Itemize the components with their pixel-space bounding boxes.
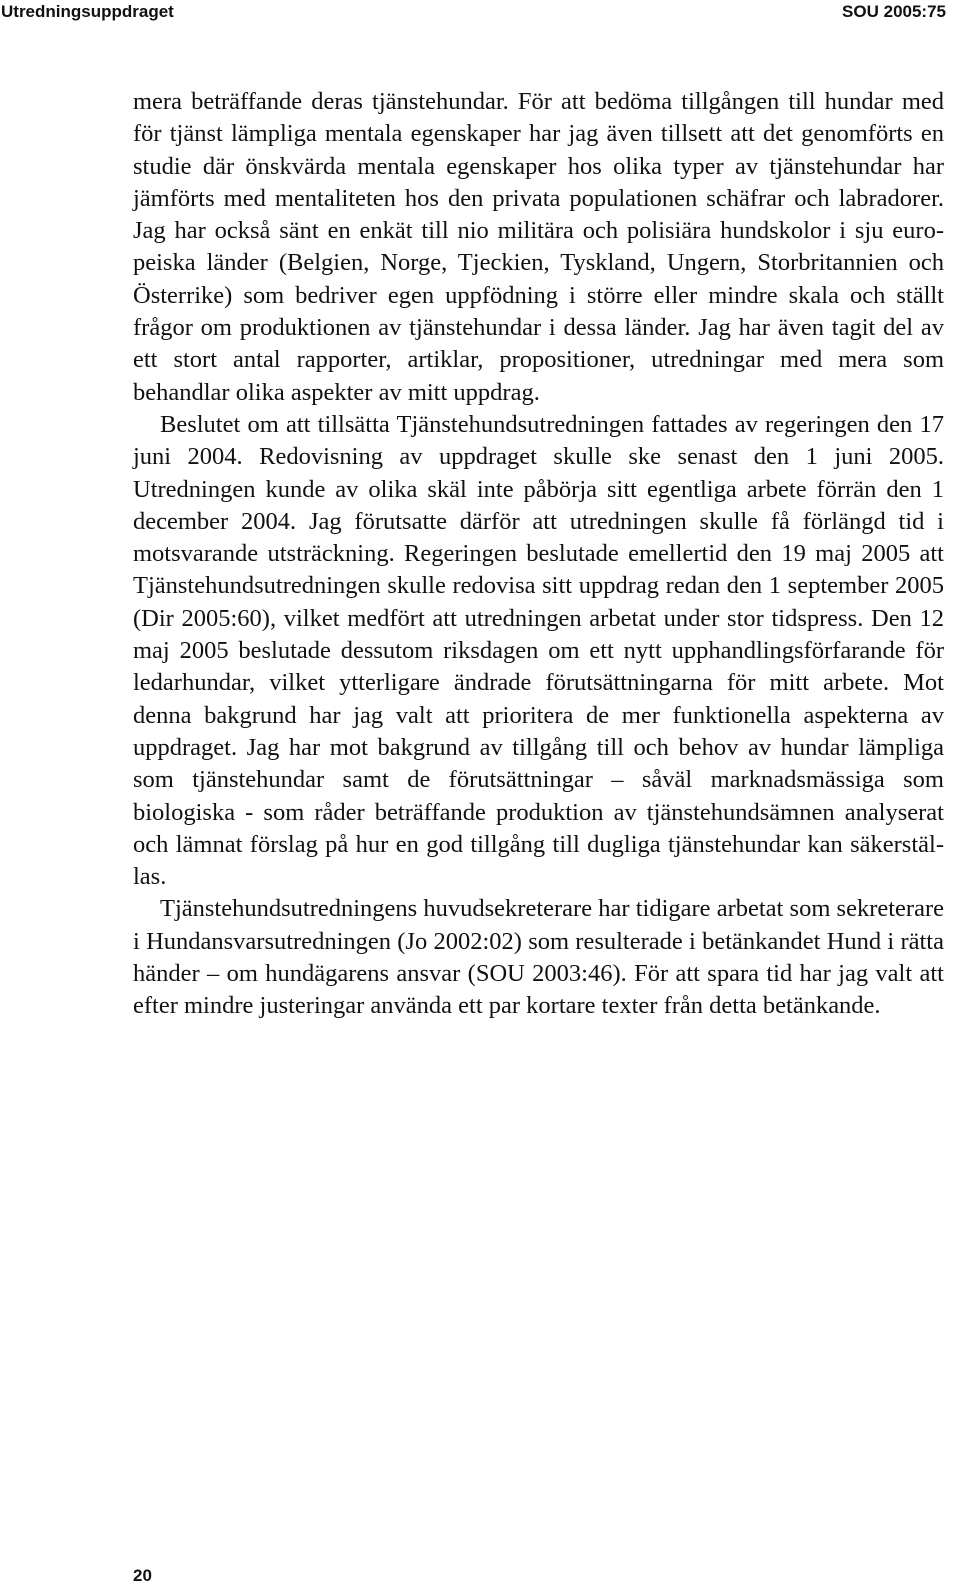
document-reference: SOU 2005:75 — [842, 2, 946, 21]
paragraph-continued: mera beträffande deras tjänstehundar. För att bedöma tillgången till hundar med för tjänst lämpliga mentala egenskaper har jag även tillsett att det genomförts en studie där önskvärda mentala egenskaper hos olika typer av tjänstehundar har jämförts med mentaliteten hos den privata populationen schäfrar och labradorer. Jag har också sänt en enkät till nio militära och polisiära hundskolor i sju europeiska länder (Belgien, Norge, Tjeckien, Tyskland, Ungern, Storbritannien och Österrike) som bedriver egen uppfödning i större eller mindre skala och ställt frågor om produktionen av tjänstehundar i dessa länder. Jag har även tagit del av ett stort antal rapporter, artiklar, propositioner, utredningar med mera som behandlar olika aspekter av mitt uppdrag. — [133, 88, 944, 406]
body-text — [133, 86, 944, 1023]
chapter-title: Utredningsuppdraget — [1, 2, 174, 21]
running-header — [0, 0, 960, 26]
paragraph-decision: Beslutet om att tillsätta Tjänstehundsutredningen fattades av regeringen den 17 juni 2004. Redovisning av uppdraget skulle ske senast den 1 juni 2005. Utredningen kunde av olika skäl inte påbörja sitt egentliga arbete förrän den 1 december 2004. Jag förutsatte därför att utredningen skulle få förlängd tid i motsvarande utsträckning. Regeringen beslutade emellertid den 19 maj 2005 att Tjänstehundsutredningen skulle redovisa sitt uppdrag redan den 1 september 2005 (Dir 2005:60), vilket medfört att utredningen arbetat under stor tidspress. Den 12 maj 2005 beslutade dessutom riksdagen om ett nytt upphandlingsförfarande för ledarhundar, vilket ytterligare ändrade förutsättningarna för mitt arbete. Mot denna bakgrund har jag valt att prioritera de mer funktionella aspekterna av uppdraget. Jag har mot bakgrund av tillgång till och behov av hundar lämpliga som tjänstehundar samt de förutsättningar – såväl marknadsmässiga som biologiska - som råder beträffande produktion av tjänstehundsämnen analyserat och lämnat förslag på hur en god tillgång till dugliga tjänstehundar kan säkerställas. — [133, 410, 944, 891]
paragraph-secretary: Tjänstehundsutredningens huvudsekreterare har tidigare arbetat som sekreterare i Hundansvarsutredningen (Jo 2002:02) som resulterade i betänkandet Hund i rätta händer – om hundägarens ansvar (SOU 2003:46). För att spara tid har jag valt att efter mindre justeringar använda ett par kortare texter från detta betänkande. — [133, 895, 944, 1020]
page-number: 20 — [133, 1566, 152, 1585]
